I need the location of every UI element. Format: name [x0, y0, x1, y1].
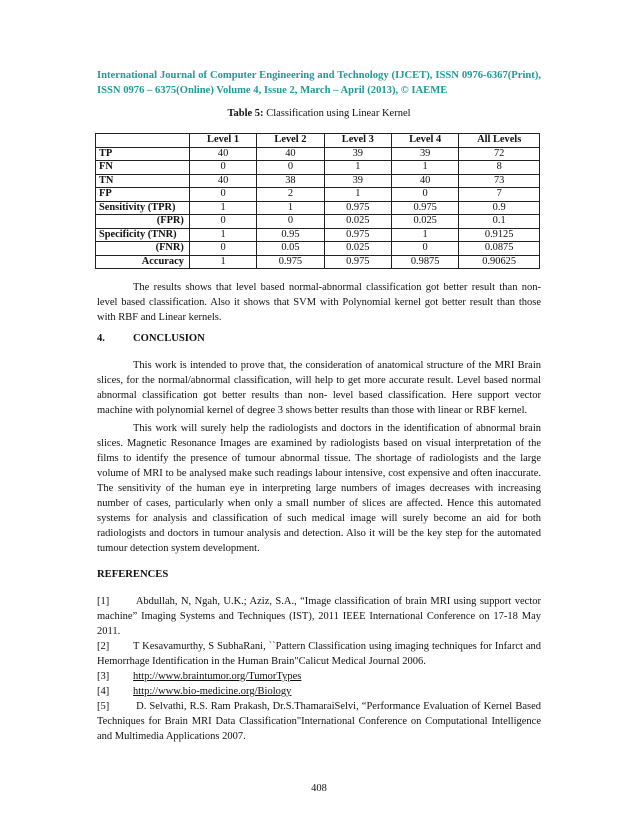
table-row [96, 215, 540, 229]
table-cell: 38 [257, 174, 324, 188]
conclusion-paragraph-2: This work will surely help the radiologists and doctors in the identification of abnormal brain slices. Magnetic Resonance Images are examined by radiologists based on visual interpretation of the films to identify the presence of tumour abnormal tissue. The shortage of radiologists and the large volume of MRI to be analysed make such readings labour intensive, cost expensive and often inaccurate. The sensitivity of the human eye in interpreting large numbers of images decreases with increasing number of cases, particularly when only a small number of slices are affected. Hence this automated systems for analysis and classification of such medical image will surely become an aid for both radiologists and doctors in tumour analysis and detection. Also it will be the key step for the automated tumour detection system development. [97, 423, 541, 554]
references-heading: REFERENCES [97, 569, 169, 580]
row-label: Accuracy [96, 255, 190, 269]
table-cell: 0.90625 [459, 255, 540, 269]
reference-number: [1] [97, 596, 110, 607]
reference-text: T Kesavamurthy, S SubhaRani, ``Pattern Classification using imaging techniques for Infarct and Hemorrhage Identification in the Human Brain"Calicut Medical Journal 2006. [97, 641, 541, 667]
row-label: Sensitivity (TPR) [96, 201, 190, 215]
column-header: Level 3 [324, 134, 391, 148]
column-header: All Levels [459, 134, 540, 148]
reference-item [97, 699, 541, 744]
results-table [95, 133, 540, 269]
table-cell: 39 [391, 147, 458, 161]
table-cell: 73 [459, 174, 540, 188]
table-cell: 0.975 [324, 255, 391, 269]
table-cell: 40 [257, 147, 324, 161]
table-cell: 0.05 [257, 242, 324, 256]
table-cell: 8 [459, 161, 540, 175]
table-row [96, 188, 540, 202]
row-label: TN [96, 174, 190, 188]
table-cell: 7 [459, 188, 540, 202]
table-row [96, 174, 540, 188]
table-cell: 1 [324, 188, 391, 202]
table-cell: 1 [324, 161, 391, 175]
table-cell: 40 [189, 147, 256, 161]
row-label: Specificity (TNR) [96, 228, 190, 242]
table-row [96, 147, 540, 161]
table-cell: 39 [324, 174, 391, 188]
table-cell: 72 [459, 147, 540, 161]
table-cell: 0 [189, 161, 256, 175]
row-label: TP [96, 147, 190, 161]
reference-number: [3] [97, 671, 110, 682]
table-cell: 1 [391, 161, 458, 175]
table-cell: 0.9875 [391, 255, 458, 269]
table-cell: 0 [391, 188, 458, 202]
table-cell: 0.025 [324, 215, 391, 229]
table-cell: 1 [257, 201, 324, 215]
table-cell: 1 [189, 228, 256, 242]
reference-number: [4] [97, 686, 110, 697]
section-heading-conclusion [97, 333, 205, 344]
table-cell: 0 [189, 188, 256, 202]
page-number: 408 [311, 783, 327, 794]
table-caption [0, 108, 638, 119]
section-title: CONCLUSION [133, 333, 205, 344]
table-cell: 0.9125 [459, 228, 540, 242]
table-cell: 0.975 [391, 201, 458, 215]
row-label: FP [96, 188, 190, 202]
table-cell: 39 [324, 147, 391, 161]
table-row [96, 255, 540, 269]
column-header: Level 2 [257, 134, 324, 148]
table-row [96, 242, 540, 256]
table-caption-text: Classification using Linear Kernel [263, 108, 411, 119]
table-cell: 0.975 [324, 201, 391, 215]
reference-item [97, 639, 541, 669]
reference-item [97, 669, 541, 684]
table-cell: 0 [189, 215, 256, 229]
reference-list [97, 594, 541, 744]
section-number: 4. [97, 333, 105, 344]
conclusion-paragraph-1: This work is intended to prove that, the consideration of anatomical structure of the MRI Brain slices, for the normal/abnormal classification, will help to get more accurate result. Level based normal abnormal classification got better results than non- level based classification. Here support vector machine with polynomial kernel of degree 3 shows better results than those with linear or RBF kernel. [97, 360, 541, 416]
table-cell: 40 [189, 174, 256, 188]
reference-link[interactable]: http://www.bio-medicine.org/Biology [133, 686, 292, 697]
reference-item [97, 684, 541, 699]
table-row [96, 228, 540, 242]
table-row [96, 201, 540, 215]
table-cell: 0 [189, 242, 256, 256]
reference-link[interactable]: http://www.braintumor.org/TumorTypes [133, 671, 302, 682]
table-header-row [96, 134, 540, 148]
row-label: (FNR) [96, 242, 190, 256]
table-cell: 0 [257, 161, 324, 175]
reference-item [97, 594, 541, 639]
table-cell: 0.025 [391, 215, 458, 229]
table-cell: 0.975 [324, 228, 391, 242]
reference-text: D. Selvathi, R.S. Ram Prakash, Dr.S.ThamaraiSelvi, “Performance Evaluation of Kernel Based Techniques for Brain MRI Data Classification"International Conference on Computational Intelligence and Multimedia Applications 2007. [97, 701, 541, 742]
column-header: Level 1 [189, 134, 256, 148]
table-cell: 0.95 [257, 228, 324, 242]
table-cell: 0.025 [324, 242, 391, 256]
reference-number: [2] [97, 641, 110, 652]
table-row [96, 161, 540, 175]
table-cell: 1 [189, 255, 256, 269]
row-label: (FPR) [96, 215, 190, 229]
table-cell: 0 [391, 242, 458, 256]
table-cell: 1 [189, 201, 256, 215]
table-cell: 40 [391, 174, 458, 188]
journal-header: International Journal of Computer Engineering and Technology (IJCET), ISSN 0976-6367(Print), ISSN 0976 – 6375(Online) Volume 4, Issue 2, March – April (2013), © IAEME [97, 70, 541, 96]
table-cell: 0.975 [257, 255, 324, 269]
table-cell: 0.1 [459, 215, 540, 229]
table-cell: 0.9 [459, 201, 540, 215]
row-label: FN [96, 161, 190, 175]
table-cell: 2 [257, 188, 324, 202]
table-cell: 0 [257, 215, 324, 229]
reference-number: [5] [97, 701, 110, 712]
reference-text: Abdullah, N, Ngah, U.K.; Aziz, S.A., “Image classification of brain MRI using support vector machine” Imaging Systems and Techniques (IST), 2011 IEEE International Conference on 17-18 May 2011. [97, 596, 541, 637]
table-cell: 0.0875 [459, 242, 540, 256]
column-header [96, 134, 190, 148]
column-header: Level 4 [391, 134, 458, 148]
table-cell: 1 [391, 228, 458, 242]
results-paragraph: The results shows that level based normal-abnormal classification got better result than non-level based classification. Also it shows that SVM with Polynomial kernel got better result than those with RBF and Linear kernels. [97, 282, 541, 323]
table-caption-label: Table 5: [227, 108, 264, 119]
